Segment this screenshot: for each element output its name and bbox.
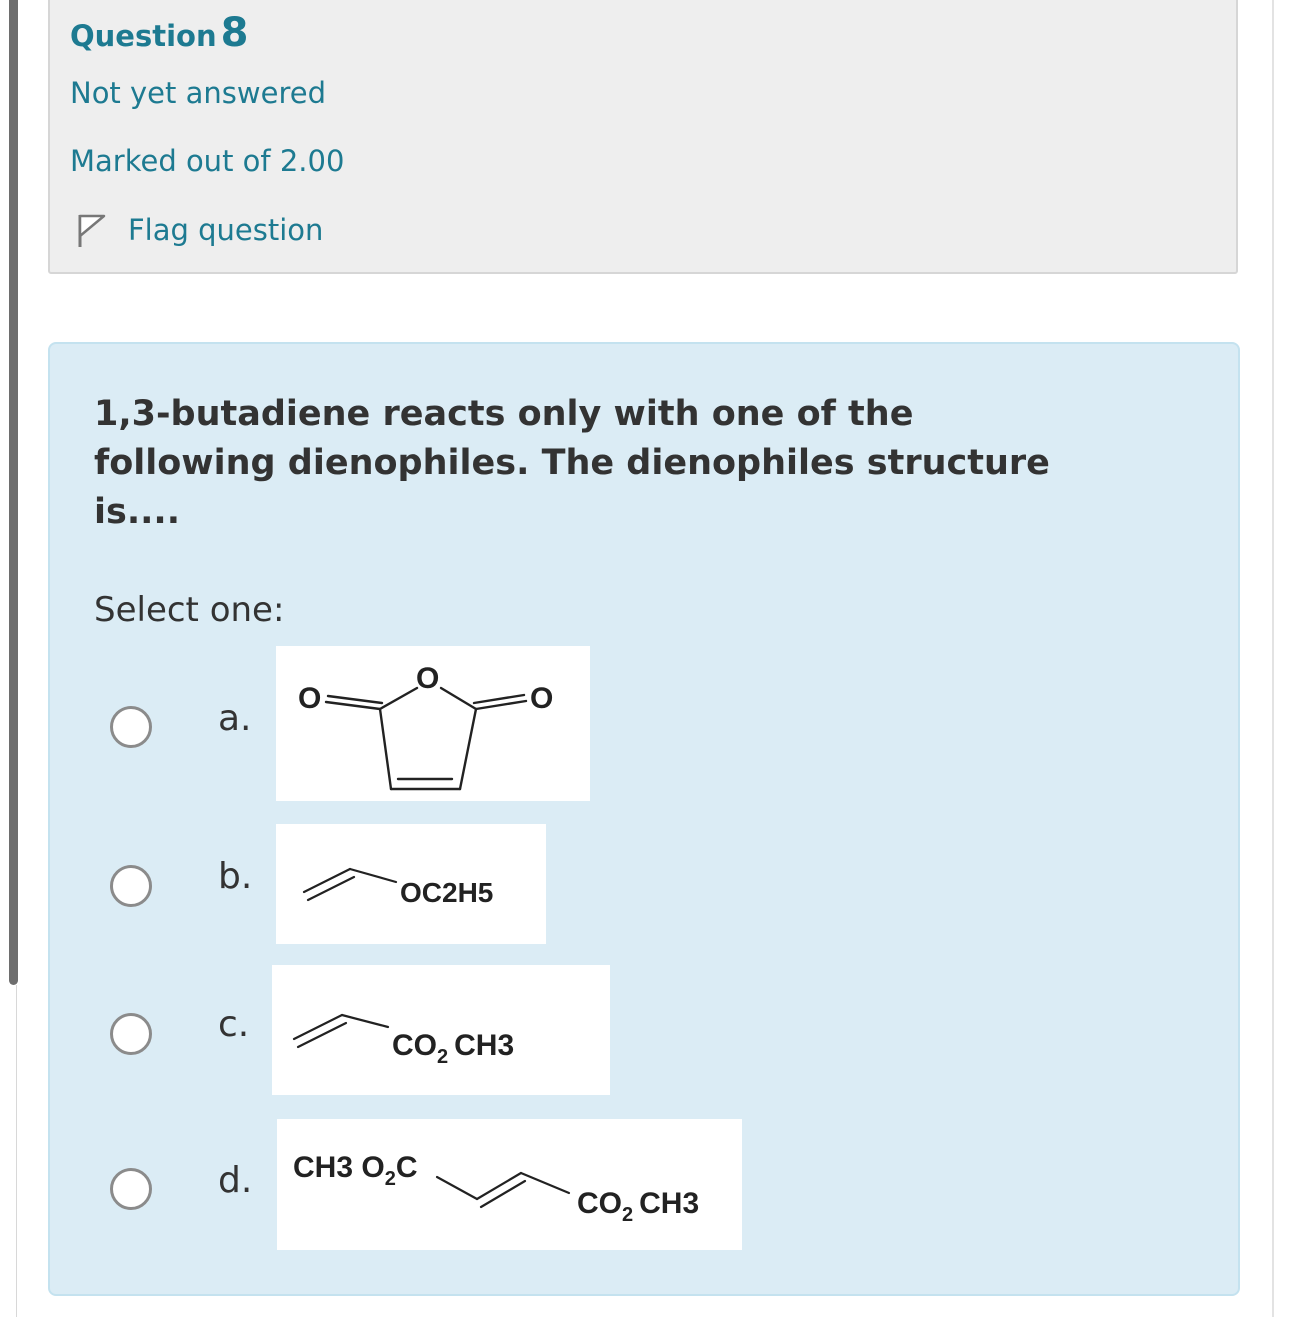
question-text: 1,3-butadiene reacts only with one of the following dienophiles. The dienophiles structure is....: [94, 394, 1050, 532]
atom-label-o: O: [416, 662, 440, 695]
select-one-prompt: Select one:: [94, 590, 285, 630]
option-a-letter: a.: [218, 698, 252, 739]
question-heading: [70, 10, 248, 56]
ethyl-vinyl-ether-structure: [276, 824, 546, 944]
right-ester-group-label: $CO_2$ CH3: [577, 1187, 700, 1226]
atom-label-o: O: [298, 682, 322, 715]
dimethyl-fumarate-structure: [277, 1119, 742, 1250]
scrollbar-thumb[interactable]: [9, 0, 18, 985]
question-content-panel: [48, 342, 1240, 1296]
ester-group-label: $CO_2$ CH3: [392, 1029, 515, 1068]
left-divider: [16, 985, 17, 1317]
atom-label-o: O: [530, 682, 554, 715]
question-number: 8: [220, 10, 249, 56]
option-d-radio[interactable]: [110, 1168, 152, 1210]
option-a-structure[interactable]: [276, 646, 590, 801]
question-grade: Marked out of 2.00: [70, 144, 345, 178]
maleic-anhydride-structure: [276, 646, 590, 801]
option-b-radio[interactable]: [110, 865, 152, 907]
question-state: Not yet answered: [70, 76, 326, 110]
methyl-acrylate-structure: [272, 965, 610, 1095]
option-b-letter: b.: [218, 856, 253, 897]
ethoxy-group-label: OC2H5: [400, 877, 494, 908]
option-d-structure[interactable]: [277, 1119, 742, 1250]
flag-icon: [74, 211, 108, 249]
option-b-structure[interactable]: [276, 824, 546, 944]
flag-question-button[interactable]: [74, 210, 323, 250]
option-c-letter: c.: [218, 1004, 250, 1045]
option-c-structure[interactable]: [272, 965, 610, 1095]
question-info-panel: [48, 0, 1238, 274]
right-divider: [1272, 0, 1274, 1317]
option-a-radio[interactable]: [110, 706, 152, 748]
flag-question-label: Flag question: [128, 213, 324, 247]
question-title-label: Question: [70, 19, 217, 53]
option-c-radio[interactable]: [110, 1013, 152, 1055]
left-ester-group-label: CH3 $O_2C$: [293, 1151, 418, 1190]
option-d-letter: d.: [218, 1160, 253, 1201]
